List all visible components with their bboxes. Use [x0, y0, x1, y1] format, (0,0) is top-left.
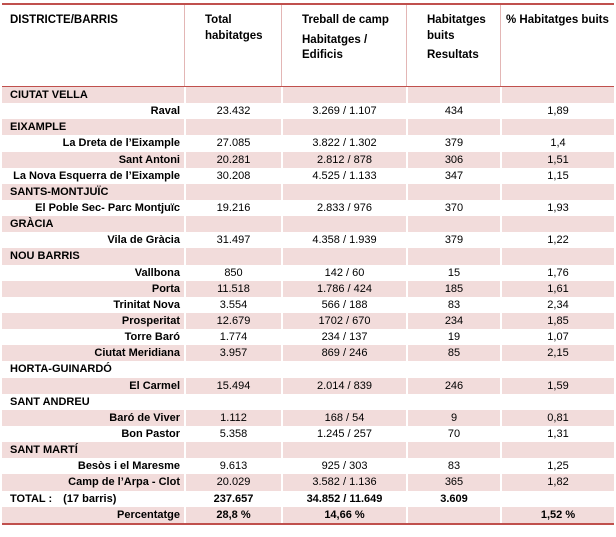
- name-label: EIXAMPLE: [10, 121, 67, 134]
- total-habitatges-cell: 23.432: [184, 103, 281, 119]
- habitatges-buits-cell: [406, 184, 500, 200]
- treball-de-camp-cell: 869 / 246: [281, 345, 406, 361]
- treball-de-camp-cell: 2.014 / 839: [281, 378, 406, 394]
- name-cell: [2, 313, 184, 329]
- district-row: [2, 394, 614, 410]
- habitatges-buits-cell: 19: [406, 329, 500, 345]
- table-body: [2, 87, 614, 523]
- habitatges-buits-cell: 15: [406, 265, 500, 281]
- pct-habitatges-buits-cell: 2,15: [500, 345, 614, 361]
- habitatges-buits-cell: 185: [406, 281, 500, 297]
- district-name-cell: [2, 361, 184, 377]
- district-name-cell: [2, 184, 184, 200]
- name-label: Bon Pastor: [121, 428, 180, 441]
- pct-habitatges-buits-cell: 1,61: [500, 281, 614, 297]
- habitatges-buits-cell: 83: [406, 458, 500, 474]
- barri-row: [2, 168, 614, 184]
- name-cell: [2, 378, 184, 394]
- header-total-habitatges: [184, 5, 281, 86]
- name-label: Percentatge: [117, 508, 180, 521]
- name-label: Ciutat Meridiana: [94, 347, 180, 360]
- habitatges-buits-cell: [406, 442, 500, 458]
- barri-row: [2, 297, 614, 313]
- pct-habitatges-buits-cell: [500, 248, 614, 264]
- total-habitatges-cell: 3.957: [184, 345, 281, 361]
- barri-row: [2, 200, 614, 216]
- pct-habitatges-buits-cell: 1,76: [500, 265, 614, 281]
- name-label: Vila de Gràcia: [107, 234, 180, 247]
- total-habitatges-cell: 1.112: [184, 410, 281, 426]
- habitatges-buits-cell: 379: [406, 135, 500, 151]
- pct-habitatges-buits-cell: [500, 442, 614, 458]
- treball-de-camp-cell: 168 / 54: [281, 410, 406, 426]
- name-cell: [2, 200, 184, 216]
- pct-habitatges-buits-cell: 1,07: [500, 329, 614, 345]
- habitatges-buits-cell: 83: [406, 297, 500, 313]
- treball-de-camp-cell: [281, 87, 406, 103]
- barri-row: [2, 313, 614, 329]
- pct-habitatges-buits-cell: 1,51: [500, 152, 614, 168]
- habitatges-buits-table: [2, 3, 614, 525]
- district-row: [2, 87, 614, 103]
- district-row: [2, 248, 614, 264]
- district-name-cell: [2, 248, 184, 264]
- total-habitatges-cell: 3.554: [184, 297, 281, 313]
- pct-habitatges-buits-cell: [500, 491, 614, 507]
- district-name-cell: [2, 442, 184, 458]
- name-label: El Carmel: [129, 379, 180, 392]
- name-cell: [2, 281, 184, 297]
- pct-habitatges-buits-cell: [500, 87, 614, 103]
- habitatges-buits-cell: [406, 361, 500, 377]
- pct-habitatges-buits-cell: 1,93: [500, 200, 614, 216]
- barri-row: [2, 232, 614, 248]
- name-cell: [2, 265, 184, 281]
- habitatges-buits-cell: 347: [406, 168, 500, 184]
- total-habitatges-cell: 5.358: [184, 426, 281, 442]
- name-label: Raval: [150, 105, 180, 118]
- name-label: Trinitat Nova: [113, 298, 180, 311]
- header-districte-barris: [2, 5, 184, 86]
- district-name-cell: [2, 87, 184, 103]
- total-habitatges-cell: [184, 216, 281, 232]
- barri-row: [2, 410, 614, 426]
- habitatges-buits-cell: 70: [406, 426, 500, 442]
- treball-de-camp-cell: 234 / 137: [281, 329, 406, 345]
- name-cell: [2, 345, 184, 361]
- name-label: SANT ANDREU: [10, 395, 90, 408]
- barri-row: [2, 281, 614, 297]
- name-label: Sant Antoni: [118, 153, 180, 166]
- habitatges-buits-cell: 370: [406, 200, 500, 216]
- district-row: [2, 361, 614, 377]
- name-cell: [2, 329, 184, 345]
- barri-row: [2, 426, 614, 442]
- name-label: Baró de Viver: [109, 411, 180, 424]
- name-label: Porta: [151, 282, 180, 295]
- pct-habitatges-buits-cell: [500, 119, 614, 135]
- pct-habitatges-buits-cell: 0,81: [500, 410, 614, 426]
- total-habitatges-cell: [184, 361, 281, 377]
- district-row: [2, 216, 614, 232]
- total-habitatges-cell: 20.029: [184, 474, 281, 490]
- pct-habitatges-buits-cell: 1,25: [500, 458, 614, 474]
- barri-row: [2, 135, 614, 151]
- header-col5-label: % Habitatges buits: [506, 14, 609, 26]
- pct-habitatges-buits-cell: [500, 394, 614, 410]
- table-header-row: [2, 5, 614, 87]
- treball-de-camp-cell: 3.269 / 1.107: [281, 103, 406, 119]
- total-habitatges-cell: 237.657: [184, 491, 281, 507]
- name-cell: [2, 410, 184, 426]
- treball-de-camp-cell: [281, 442, 406, 458]
- habitatges-buits-cell: 434: [406, 103, 500, 119]
- habitatges-buits-cell: 379: [406, 232, 500, 248]
- treball-de-camp-cell: 4.525 / 1.133: [281, 168, 406, 184]
- barri-row: [2, 265, 614, 281]
- header-col3-line1: Treball de camp: [302, 14, 389, 26]
- name-cell: [2, 507, 184, 523]
- habitatges-buits-cell: 9: [406, 410, 500, 426]
- total-row: [2, 491, 614, 507]
- treball-de-camp-cell: [281, 248, 406, 264]
- pct-habitatges-buits-cell: [500, 361, 614, 377]
- barri-row: [2, 152, 614, 168]
- treball-de-camp-cell: 1.786 / 424: [281, 281, 406, 297]
- total-habitatges-cell: 11.518: [184, 281, 281, 297]
- pct-habitatges-buits-cell: 1,52 %: [500, 507, 614, 523]
- pct-habitatges-buits-cell: 1,59: [500, 378, 614, 394]
- treball-de-camp-cell: 925 / 303: [281, 458, 406, 474]
- treball-de-camp-cell: [281, 216, 406, 232]
- total-habitatges-cell: 20.281: [184, 152, 281, 168]
- treball-de-camp-cell: [281, 361, 406, 377]
- habitatges-buits-cell: [406, 119, 500, 135]
- habitatges-buits-cell: 306: [406, 152, 500, 168]
- name-cell: [2, 152, 184, 168]
- total-habitatges-cell: 27.085: [184, 135, 281, 151]
- header-treball-de-camp: [281, 5, 406, 86]
- name-cell: [2, 458, 184, 474]
- pct-habitatges-buits-cell: 1,82: [500, 474, 614, 490]
- district-name-cell: [2, 119, 184, 135]
- pct-habitatges-buits-cell: 1,89: [500, 103, 614, 119]
- total-habitatges-cell: 850: [184, 265, 281, 281]
- header-col4-line2: Resultats: [427, 49, 479, 62]
- pct-habitatges-buits-cell: [500, 184, 614, 200]
- barri-row: [2, 378, 614, 394]
- name-cell: [2, 232, 184, 248]
- pct-habitatges-buits-cell: [500, 216, 614, 232]
- name-cell: [2, 297, 184, 313]
- treball-de-camp-cell: [281, 394, 406, 410]
- total-habitatges-cell: [184, 119, 281, 135]
- total-habitatges-cell: [184, 394, 281, 410]
- treball-de-camp-cell: 142 / 60: [281, 265, 406, 281]
- habitatges-buits-cell: 85: [406, 345, 500, 361]
- name-label: Camp de l’Arpa - Clot: [68, 476, 180, 489]
- barri-row: [2, 103, 614, 119]
- header-habitatges-buits: [406, 5, 500, 86]
- name-label: Besòs i el Maresme: [77, 460, 180, 473]
- name-label: Torre Baró: [124, 331, 180, 344]
- treball-de-camp-cell: 34.852 / 11.649: [281, 491, 406, 507]
- pct-habitatges-buits-cell: 1,4: [500, 135, 614, 151]
- total-habitatges-cell: [184, 184, 281, 200]
- barri-row: [2, 329, 614, 345]
- habitatges-buits-cell: [406, 216, 500, 232]
- name-label: Prosperitat: [121, 315, 180, 328]
- pct-habitatges-buits-cell: 2,34: [500, 297, 614, 313]
- total-habitatges-cell: 15.494: [184, 378, 281, 394]
- barri-row: [2, 345, 614, 361]
- barri-row: [2, 458, 614, 474]
- treball-de-camp-cell: 566 / 188: [281, 297, 406, 313]
- habitatges-buits-cell: 365: [406, 474, 500, 490]
- name-label: La Dreta de l’Eixample: [62, 137, 180, 150]
- name-label: SANTS-MONTJUÏC: [10, 185, 109, 198]
- treball-de-camp-cell: 2.812 / 878: [281, 152, 406, 168]
- treball-de-camp-cell: 1.245 / 257: [281, 426, 406, 442]
- habitatges-buits-cell: [406, 248, 500, 264]
- header-col1-label: DISTRICTE/BARRIS: [10, 14, 118, 26]
- total-habitatges-cell: 28,8 %: [184, 507, 281, 523]
- total-habitatges-cell: 9.613: [184, 458, 281, 474]
- district-name-cell: [2, 394, 184, 410]
- name-cell: [2, 135, 184, 151]
- total-barris-count-label: (17 barris): [63, 492, 117, 505]
- name-label: TOTAL :: [10, 492, 53, 505]
- total-habitatges-cell: [184, 248, 281, 264]
- habitatges-buits-cell: 3.609: [406, 491, 500, 507]
- name-label: SANT MARTÍ: [10, 444, 78, 457]
- habitatges-buits-cell: 234: [406, 313, 500, 329]
- pct-habitatges-buits-cell: 1,85: [500, 313, 614, 329]
- total-habitatges-cell: 19.216: [184, 200, 281, 216]
- name-cell: [2, 103, 184, 119]
- pct-habitatges-buits-cell: 1,15: [500, 168, 614, 184]
- total-habitatges-cell: 30.208: [184, 168, 281, 184]
- name-label: GRÀCIA: [10, 218, 54, 231]
- habitatges-buits-cell: 246: [406, 378, 500, 394]
- district-row: [2, 184, 614, 200]
- name-label: El Poble Sec- Parc Montjuïc: [35, 202, 180, 215]
- treball-de-camp-cell: [281, 119, 406, 135]
- pct-habitatges-buits-cell: 1,31: [500, 426, 614, 442]
- treball-de-camp-cell: 4.358 / 1.939: [281, 232, 406, 248]
- name-cell: [2, 168, 184, 184]
- total-habitatges-cell: [184, 87, 281, 103]
- percent-row: [2, 507, 614, 523]
- total-habitatges-cell: 31.497: [184, 232, 281, 248]
- district-row: [2, 119, 614, 135]
- header-col2-label: Total habitatges: [205, 14, 263, 42]
- habitatges-buits-cell: [406, 507, 500, 523]
- treball-de-camp-cell: 3.822 / 1.302: [281, 135, 406, 151]
- name-label: CIUTAT VELLA: [10, 89, 88, 102]
- name-cell: [2, 474, 184, 490]
- total-habitatges-cell: 1.774: [184, 329, 281, 345]
- habitatges-buits-cell: [406, 394, 500, 410]
- treball-de-camp-cell: 3.582 / 1.136: [281, 474, 406, 490]
- pct-habitatges-buits-cell: 1,22: [500, 232, 614, 248]
- header-col3-line2: Habitatges / Edificis: [302, 33, 368, 62]
- header-pct-habitatges-buits: [500, 5, 614, 86]
- name-label: HORTA-GUINARDÓ: [10, 363, 112, 376]
- habitatges-buits-cell: [406, 87, 500, 103]
- name-label: NOU BARRIS: [10, 250, 80, 263]
- barri-row: [2, 474, 614, 490]
- name-cell: [2, 426, 184, 442]
- name-label: Vallbona: [134, 266, 180, 279]
- header-col4-line1: Habitatges buits: [427, 14, 486, 42]
- name-label: La Nova Esquerra de l’Eixample: [13, 169, 180, 182]
- total-habitatges-cell: 12.679: [184, 313, 281, 329]
- treball-de-camp-cell: [281, 184, 406, 200]
- district-row: [2, 442, 614, 458]
- treball-de-camp-cell: 2.833 / 976: [281, 200, 406, 216]
- total-habitatges-cell: [184, 442, 281, 458]
- district-name-cell: [2, 216, 184, 232]
- name-cell: [2, 491, 184, 507]
- treball-de-camp-cell: 1702 / 670: [281, 313, 406, 329]
- treball-de-camp-cell: 14,66 %: [281, 507, 406, 523]
